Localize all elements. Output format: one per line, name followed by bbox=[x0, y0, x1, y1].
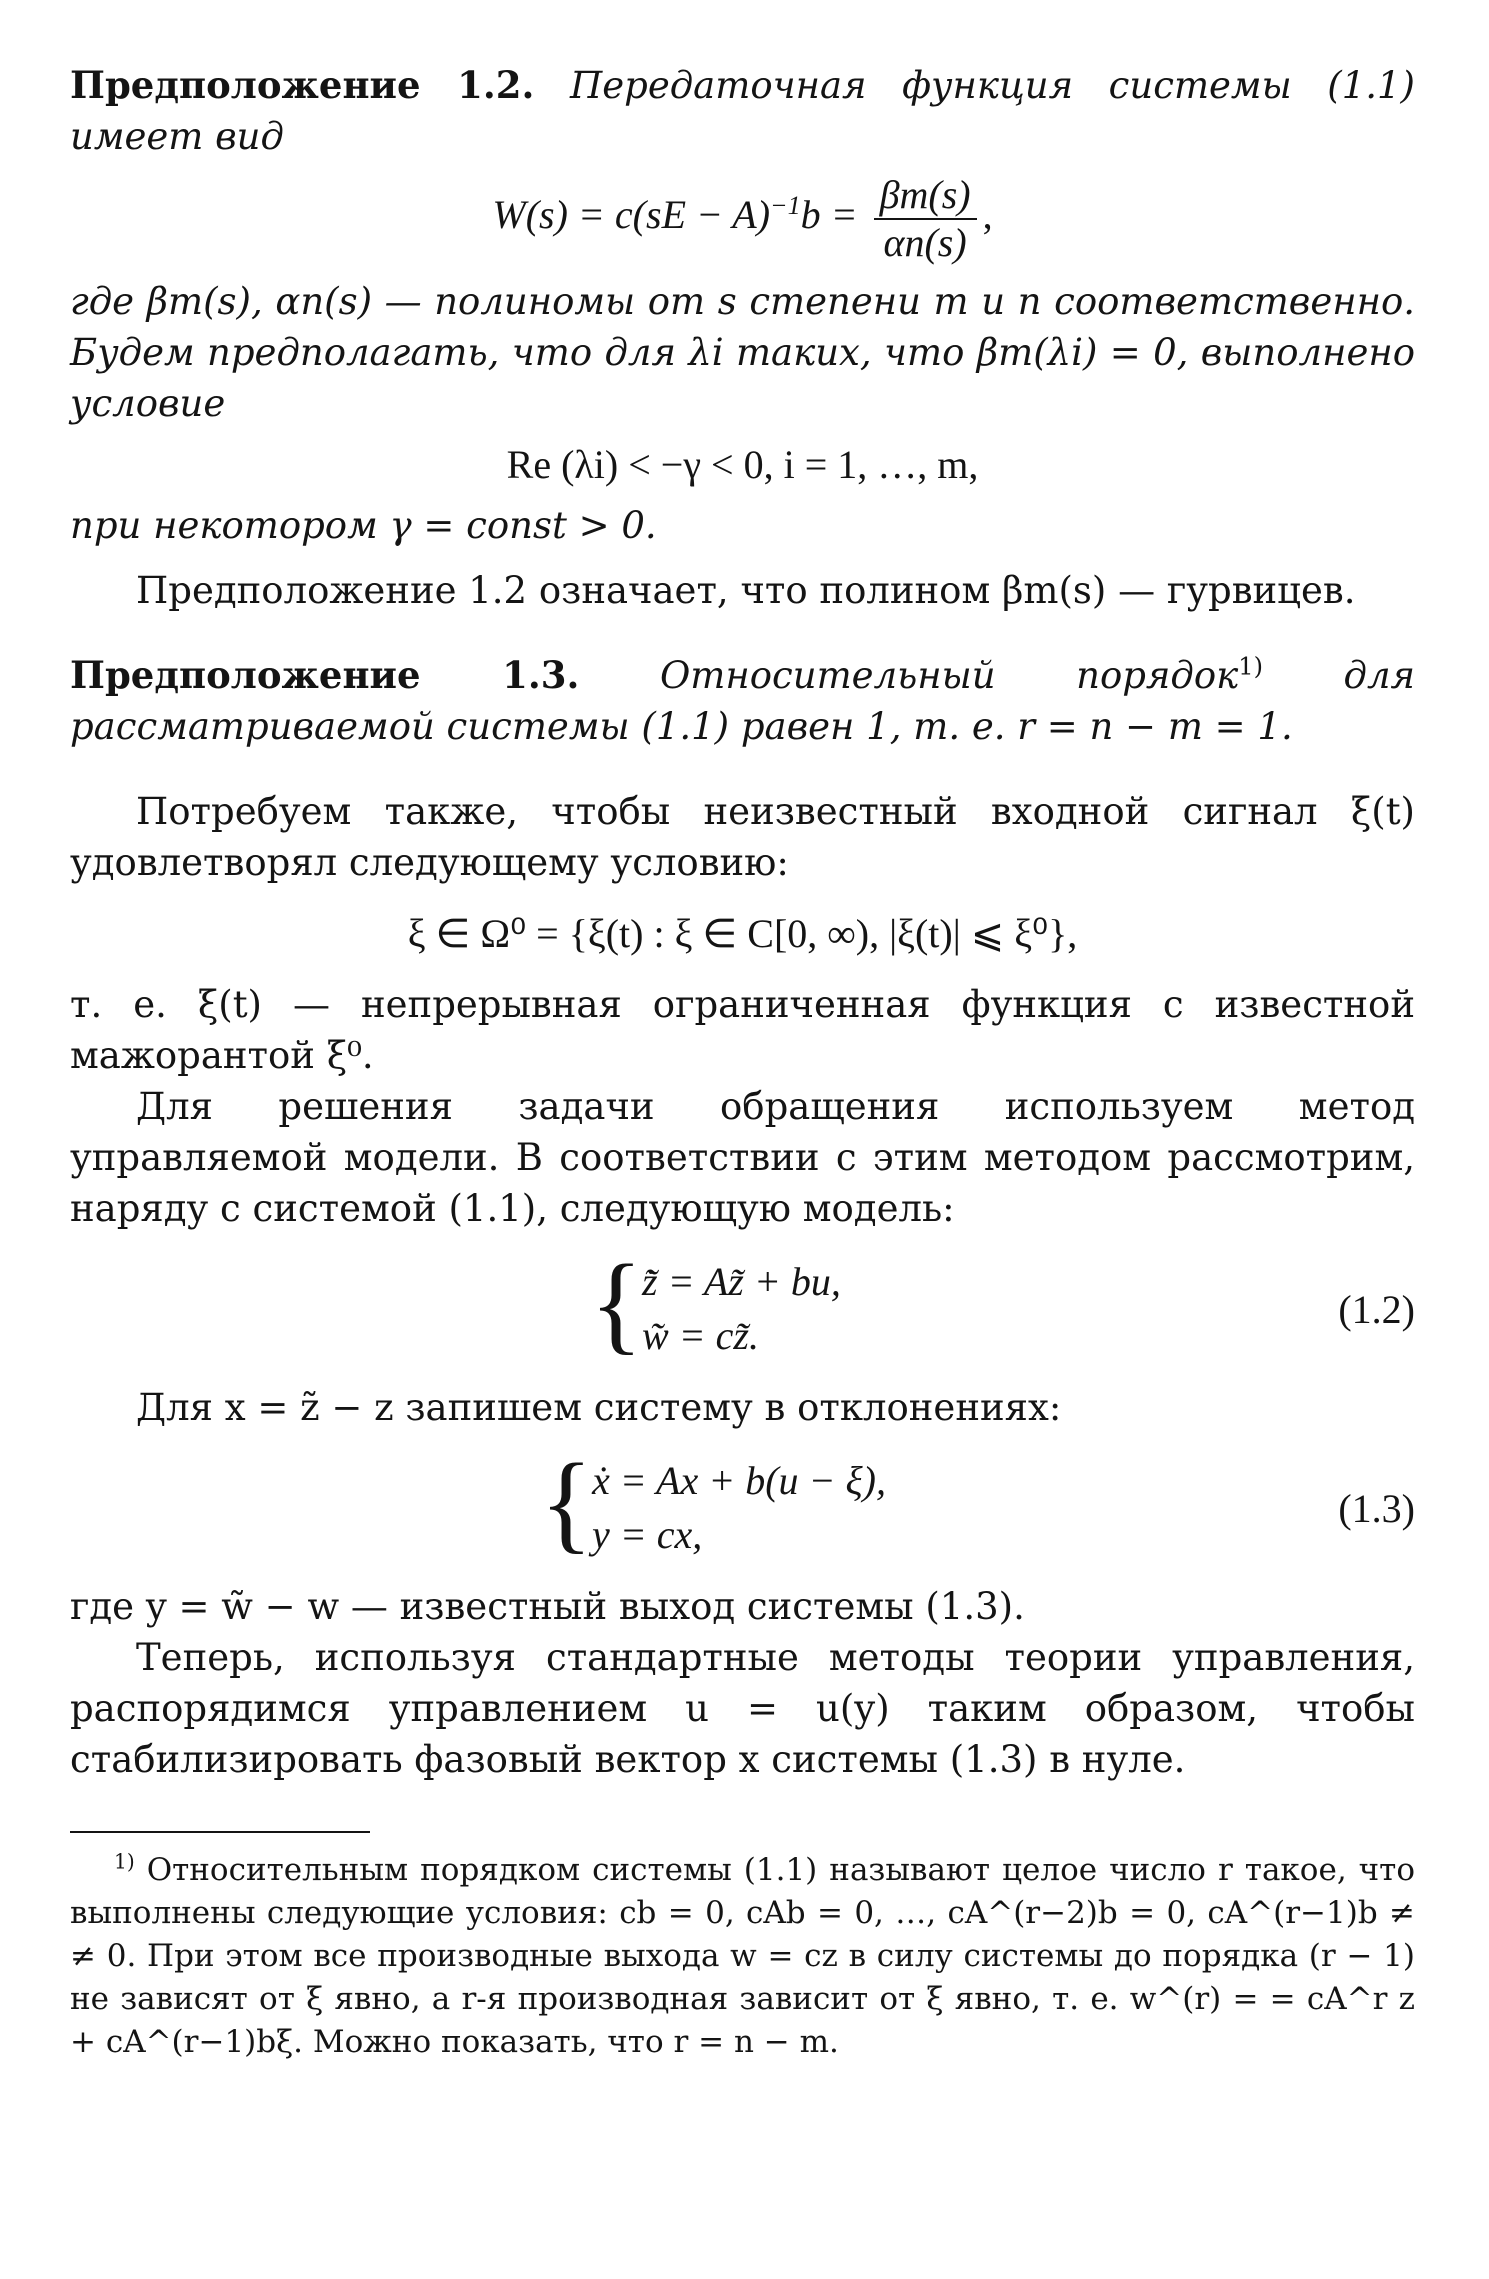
page-content bbox=[70, 60, 1415, 2064]
assumption-1-3-heading: Предположение 1.3. bbox=[70, 653, 580, 697]
system-1-2 bbox=[70, 1242, 1415, 1368]
paragraph-ie: т. е. ξ(t) — непрерывная ограниченная функция с известной мажорантой ξ⁰. bbox=[70, 983, 1415, 1077]
footnote-mark: 1) bbox=[114, 1849, 135, 1874]
omega-set-formula: ξ ∈ Ω⁰ = {ξ(t) : ξ ∈ C[0, ∞), |ξ(t)| ⩽ ξ⁰}, bbox=[407, 911, 1078, 956]
assumption-1-3-text-a: Относительный порядок bbox=[659, 654, 1239, 697]
paragraph-method: Для решения задачи обращения используем метод управляемой модели. В соответствии с этим методом рассмотрим, наряду с системой (1.1), следующую модель: bbox=[70, 1085, 1415, 1230]
transfer-function-formula bbox=[70, 172, 1415, 266]
system-1-3-line-2: y = cx, bbox=[592, 1512, 703, 1557]
system-1-2-line-2: w̃ = cz̃. bbox=[642, 1313, 759, 1358]
assumption-1-2 bbox=[70, 60, 1415, 162]
paragraph-control: Теперь, используя стандартные методы теории управления, распорядимся управлением u = u(y) таким образом, чтобы стабилизировать фазовый вектор x системы (1.3) в нуле. bbox=[70, 1636, 1415, 1781]
remark-1-2: Предположение 1.2 означает, что полином βm(s) — гурвицев. bbox=[136, 569, 1356, 612]
assumption-1-2-where: где βm(s), αn(s) — полиномы от s степени m и n соответственно. Будем предполагать, что для λi таких, что βm(λi) = 0, выполнено условие bbox=[70, 280, 1415, 425]
equation-number-1-3: (1.3) bbox=[1338, 1486, 1415, 1531]
assumption-1-2-text: Передаточная функция системы (1.1) имеет вид bbox=[70, 64, 1415, 158]
footnote-marker: 1) bbox=[1238, 652, 1263, 681]
system-1-2-line-1: z̃̇ = Az̃ + bu, bbox=[642, 1259, 841, 1304]
assumption-1-2-heading: Предположение 1.2. bbox=[70, 63, 535, 107]
hurwitz-condition-formula: Re (λi) < −γ < 0, i = 1, …, m, bbox=[506, 442, 979, 487]
formula-mid: b = bbox=[800, 192, 858, 238]
paragraph-where-y: где y = w̃ − w — известный выход системы (1.3). bbox=[70, 1585, 1025, 1628]
fraction-denominator: αn(s) bbox=[883, 220, 967, 265]
assumption-1-3 bbox=[70, 650, 1415, 752]
formula-fraction bbox=[874, 172, 977, 266]
fraction-numerator: βm(s) bbox=[874, 172, 977, 220]
paragraph-deviations: Для x = z̃ − z запишем систему в отклонениях: bbox=[136, 1386, 1062, 1429]
left-brace: { bbox=[590, 1242, 643, 1364]
formula-left: W(s) = c(sE − A) bbox=[492, 192, 771, 238]
system-1-3-line-1: ẋ = Ax + b(u − ξ), bbox=[592, 1458, 886, 1503]
assumption-1-2-tail: при некотором γ = const > 0. bbox=[70, 504, 657, 547]
formula-exponent: −1 bbox=[770, 190, 801, 220]
formula-tail: , bbox=[982, 192, 993, 238]
left-brace: { bbox=[540, 1441, 593, 1563]
paragraph-requirement: Потребуем также, чтобы неизвестный входной сигнал ξ(t) удовлетворял следующему условию: bbox=[70, 790, 1415, 884]
footnote-text: Относительным порядком системы (1.1) называют целое число r такое, что выполнены следующие условия: cb = 0, cAb = 0, …, cA^(r−2)b = 0, cA^(r−1)b ≠ ≠ 0. При этом все производные выхода w = cz в силу системы до порядка (r − 1) не зависят от ξ явно, а r-я производная зависит от ξ явно, т. е. w^(r) = = cA^r z + cA^(r−1)bξ. Можно показать, что r = n − m. bbox=[70, 1852, 1415, 2060]
equation-number-1-2: (1.2) bbox=[1338, 1287, 1415, 1332]
system-1-3 bbox=[70, 1441, 1415, 1567]
footnote bbox=[70, 1849, 1415, 2064]
footnote-divider bbox=[70, 1831, 370, 1833]
assumption-1-3-text-b: для рассматриваемой системы (1.1) равен 1, т. е. r = n − m = 1. bbox=[70, 654, 1416, 748]
